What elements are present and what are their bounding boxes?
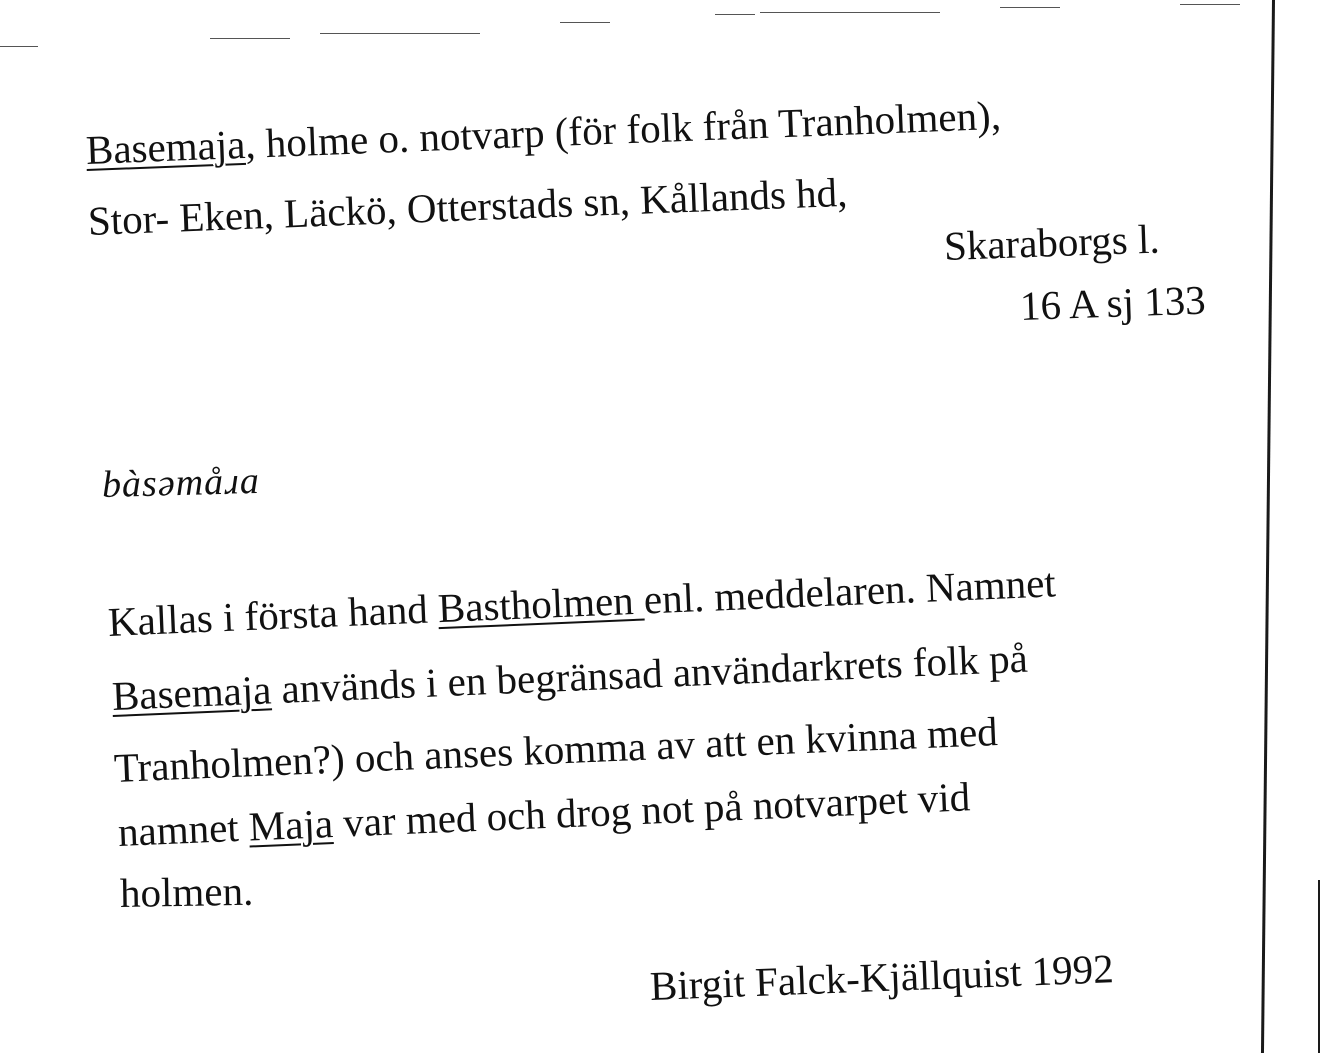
- phonetic-text: bàsəmåɹa: [101, 459, 261, 506]
- scan-mark: [560, 22, 610, 23]
- header-line-3: [943, 215, 1161, 269]
- place-description: , holme o. notvarp (för folk från Tranholmen),: [244, 91, 1002, 167]
- body-text: Kallas i första hand: [107, 585, 439, 645]
- signature: [649, 945, 1115, 1009]
- place-name-ref: Basemaja: [111, 666, 273, 719]
- alt-name: Bastholmen: [436, 576, 645, 632]
- scan-mark: [0, 46, 38, 47]
- scan-mark: [760, 12, 940, 13]
- signature-text: Birgit Falck-Kjällquist 1992: [649, 945, 1115, 1009]
- scan-mark: [715, 14, 755, 15]
- header-line-2: [87, 168, 849, 244]
- scan-mark: [210, 38, 290, 39]
- place-name: Basemaja: [85, 120, 247, 173]
- map-reference: 16 A sj 133: [1019, 276, 1207, 329]
- card-edge: [1261, 0, 1275, 1053]
- header-line-1: [85, 91, 1002, 173]
- scan-mark: [1180, 4, 1240, 5]
- body-text: används i en begränsad användarkrets folk på: [270, 634, 1029, 713]
- header-line-4: [1019, 276, 1207, 329]
- person-name: Maja: [247, 800, 334, 850]
- body-line-4: [117, 773, 971, 855]
- body-text: holmen.: [119, 867, 254, 916]
- body-text: namnet: [117, 803, 250, 855]
- body-text: enl. meddelaren. Namnet: [642, 559, 1057, 623]
- scan-mark: [320, 33, 480, 34]
- card-edge: [1318, 880, 1320, 1053]
- location-text: Stor- Eken, Läckö, Otterstads sn, Kållands hd,: [87, 168, 849, 244]
- scan-mark: [1000, 7, 1060, 8]
- county-text: Skaraborgs l.: [943, 215, 1161, 269]
- body-text: var med och drog not på notvarpet vid: [332, 773, 971, 846]
- phonetic-transcription: [101, 459, 261, 506]
- body-line-1: [107, 559, 1057, 645]
- body-line-5: [119, 867, 254, 916]
- body-line-2: [111, 634, 1029, 719]
- body-text: Tranholmen?) och anses komma av att en kvinna med: [113, 707, 999, 791]
